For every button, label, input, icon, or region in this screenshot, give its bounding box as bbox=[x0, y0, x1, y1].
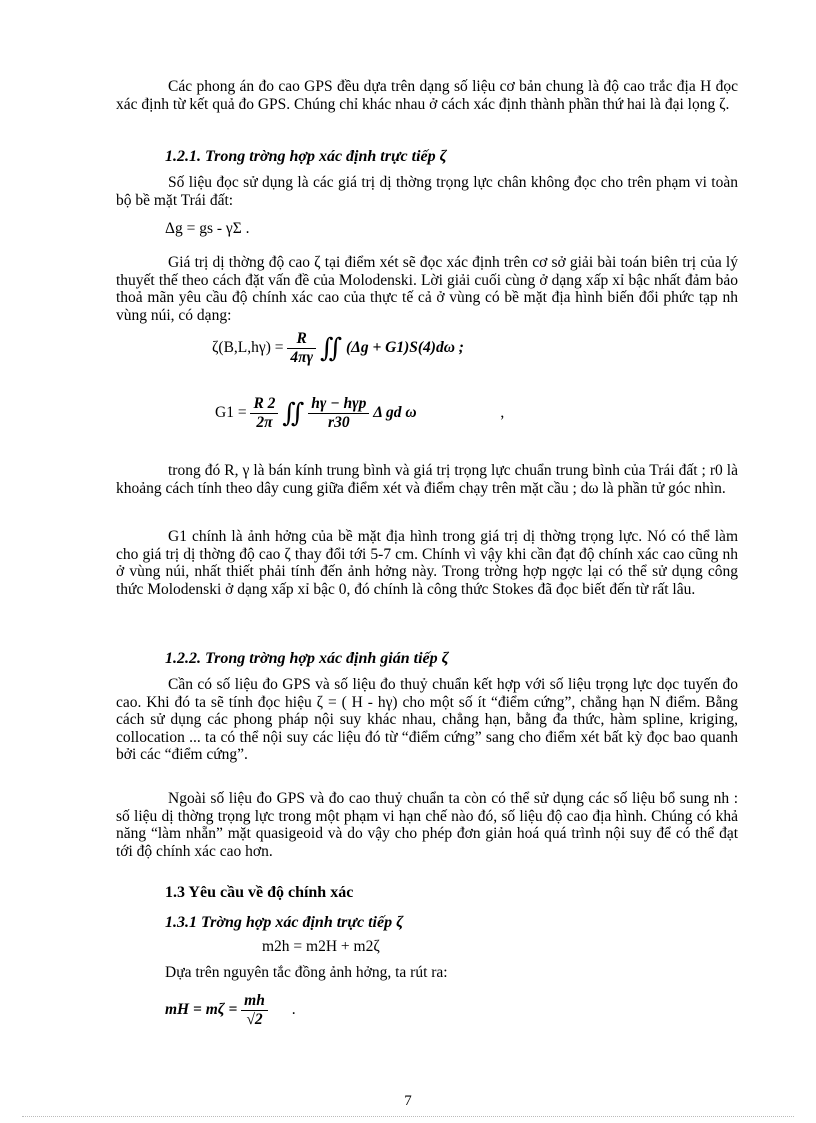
mH-lhs: mH = mζ = bbox=[165, 1001, 238, 1019]
g1-double-integral: ∬ bbox=[282, 398, 305, 428]
paragraph-g1-influence: G1 chính là ảnh hởng của bề mặt địa hình trong giá trị dị thờng trọng lực. Nó có thể làm cho giá trị dị thờng độ cao ζ thay đổi tới 5-7 cm. Chính vì vậy khi cần đạt độ chính xác cao cũng nh ở vùng núi, nhất thiết phải tính đến ảnh hởng này. Trong trờng hợp ngợc lại có thể sử dụng công thức Molodenski ở dạng xấp xỉ bậc 0, đó chính là công thức Stokes đã đọc biết đến từ rất lâu. bbox=[116, 528, 738, 598]
g1-body: Δ gd ω bbox=[373, 404, 417, 422]
zeta-fraction bbox=[287, 330, 316, 367]
formula-mh: m2h = m2H + m2ζ bbox=[262, 938, 380, 955]
formula-g1 bbox=[215, 395, 504, 432]
page-number: 7 bbox=[404, 1093, 412, 1109]
heading-1-2-1: 1.2.1. Trong trờng hợp xác định trực tiếp ζ bbox=[165, 148, 447, 165]
mH-fraction bbox=[241, 992, 268, 1029]
formula-zeta bbox=[212, 330, 464, 367]
paragraph-where-r-gamma: trong đó R, γ là bán kính trung bình và giá trị trọng lực chuẩn trung bình của Trái đất ; r0 là khoảng cách tính theo dây cung giữa điểm xét và điểm chạy trên mặt cầu ; dω là phần tử góc nhìn. bbox=[116, 462, 738, 497]
paragraph-intro: Các phong án đo cao GPS đều dựa trên dạng số liệu cơ bản chung là độ cao trắc địa H đọc xác định từ kết quả đo GPS. Chúng chỉ khác nhau ở cách xác định thành phần thứ hai là đại lọng ζ. bbox=[116, 78, 738, 113]
mH-denominator: √2 bbox=[246, 1011, 263, 1028]
g1-fraction bbox=[250, 395, 278, 432]
g1-tail: , bbox=[500, 404, 505, 422]
paragraph-additional-data: Ngoài số liệu đo GPS và đo cao thuỷ chuẩn ta còn có thể sử dụng các số liệu bổ sung nh : số liệu dị thờng trọng lực trong một phạm vi hạn chế nào đó, số liệu độ cao địa hình. Chúng có khả năng “làm nhẵn” mặt quasigeoid và do vậy cho phép đơn giản hoá quá trình nội suy để có thể đạt tới độ chính xác cao hơn. bbox=[116, 790, 738, 860]
g1-denominator: 2π bbox=[256, 414, 273, 431]
mH-numerator: mh bbox=[241, 992, 268, 1011]
g1-inner-numerator: hγ − hγp bbox=[308, 395, 369, 414]
paragraph-gps-leveling: Cần có số liệu đo GPS và số liệu đo thuỷ chuẩn kết hợp với số liệu trọng lực dọc tuyến đo cao. Khi đó ta sẽ tính đọc hiệu ζ = ( H - hγ) cho một số ít “điểm cứng”, chẳng hạn N điểm. Bằng cách sử dụng các phong pháp nội suy khác nhau, chẳng hạn, bằng đa thức, hàm spline, kriging, collocation ... ta có thể nội suy các liệu đó từ “điểm cứng” sang cho điểm xét bất kỳ đọc bao quanh bởi các “điểm cứng”. bbox=[116, 676, 738, 763]
mH-tail: . bbox=[291, 1001, 296, 1019]
paragraph-molodenski: Giá trị dị thờng độ cao ζ tại điểm xét sẽ đọc xác định trên cơ sở giải bài toán biên trị của lý thuyết thế theo cách đặt vấn đề của Molodenski. Lời giải cuối cùng ở dạng xấp xỉ bậc nhất đảm bảo thoả mãn yêu cầu độ chính xác cao của thực tế cả ở vùng có bề mặt địa hình biến đổi phức tạp nh vùng núi, có dạng: bbox=[116, 254, 738, 324]
zeta-denominator: 4πγ bbox=[290, 349, 314, 366]
zeta-lhs: ζ(B,L,hγ) = bbox=[212, 339, 284, 357]
g1-inner-fraction bbox=[308, 395, 369, 432]
heading-1-2-2: 1.2.2. Trong trờng hợp xác định gián tiếp ζ bbox=[165, 650, 449, 667]
formula-mH bbox=[165, 992, 296, 1029]
g1-inner-denominator: r30 bbox=[328, 414, 350, 431]
zeta-body: (Δg + G1)S(4)dω ; bbox=[345, 339, 464, 357]
paragraph-gravity-data: Số liệu đọc sử dụng là các giá trị dị thờng trọng lực chân không đọc cho trên phạm vi toàn bộ bề mặt Trái đất: bbox=[116, 174, 738, 209]
zeta-double-integral: ∬ bbox=[319, 333, 343, 363]
heading-1-3-1: 1.3.1 Trờng hợp xác định trực tiếp ζ bbox=[165, 914, 404, 931]
paragraph-principle: Dựa trên nguyên tắc đồng ảnh hởng, ta rút ra: bbox=[165, 964, 448, 981]
formula-delta-g: Δg = gs - γΣ . bbox=[165, 220, 250, 237]
zeta-numerator: R bbox=[287, 330, 316, 349]
footer-divider bbox=[22, 1116, 794, 1117]
g1-numerator: R 2 bbox=[250, 395, 278, 414]
heading-1-3: 1.3 Yêu cầu về độ chính xác bbox=[165, 884, 354, 901]
g1-lhs: G1 = bbox=[215, 404, 247, 422]
